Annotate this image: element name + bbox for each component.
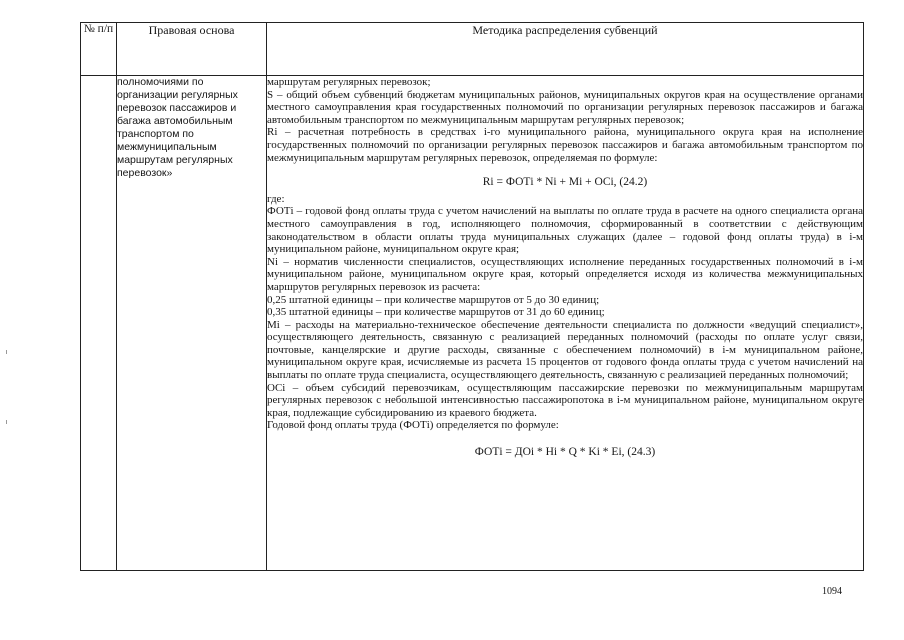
method-paragraph: маршрутам регулярных перевозок;: [267, 76, 431, 88]
header-method: [267, 23, 864, 76]
scan-mark: [6, 350, 7, 354]
header-legal-basis: [117, 23, 267, 76]
definition-ni: Ni – норматив численности специалистов, осуществляющих исполнение переданных государственных полномочий в i-м муниципальном районе, муниципальном округе края, который определяется исходя из количества межмуниципальных маршрутов регулярных перевозок из расчета:: [267, 255, 863, 293]
header-number: [81, 23, 117, 76]
subvention-table: [80, 22, 864, 571]
header-number-label: № п/п: [83, 23, 114, 35]
cell-method: [267, 76, 864, 571]
cell-legal-basis: [117, 76, 267, 571]
method-paragraph: Ri – расчетная потребность в средствах i-го муниципального района, муниципального округа края на исполнение государственных полномочий по организации регулярных перевозок пассажиров и багажа автомобильным транспортом по межмуниципальным маршрутам регулярных перевозок, определяемая по формуле:: [267, 126, 863, 164]
table-row: [81, 76, 864, 571]
definition-fot-intro: Годовой фонд оплаты труда (ФОТi) определяется по формуле:: [267, 419, 559, 432]
formula-24-2: Ri = ФОТi * Ni + Mi + OCi, (24.2): [482, 176, 648, 189]
definition-mi: Mi – расходы на материально-техническое обеспечение деятельности специалиста по должности «ведущий специалист», осуществляющего деятельность, связанную с реализацией переданных полномочий (расходы по оплате услуг связи, почтовые, канцелярские и другие расходы, связанные с обеспечением полномочий) в i-м муниципальном районе, муниципальном округе края, исчисляемые из расчета 15 процентов от годового фонда оплаты труда с учетом начислений на выплаты по оплате труда специалиста, осуществляющего деятельность, связанную с реализацией переданных полномочий;: [267, 318, 863, 382]
definition-rate-2: 0,35 штатной единицы – при количестве маршрутов от 31 до 60 единиц;: [267, 306, 605, 319]
cell-number: [81, 76, 117, 571]
scan-mark: [6, 420, 7, 424]
definition-oci: OCi – объем субсидий перевозчикам, осуществляющим пассажирские перевозки по межмуниципальным маршрутам регулярных перевозок с небольшой интенсивностью пассажиропотока в i-м муниципальном районе, муниципальном округе края, подлежащие субсидированию из краевого бюджета.: [267, 381, 863, 419]
definition-rate-1: 0,25 штатной единицы – при количестве маршрутов от 5 до 30 единиц;: [267, 293, 600, 306]
definition-fot: ФОТi – годовой фонд оплаты труда с учетом начислений на выплаты по оплате труда в расчете на одного специалиста органа местного самоуправления в год, исполняющего полномочия, сформированный в соответствии с действующим законодательством в области оплаты труда муниципальных служащих (далее – годовой фонд оплаты труда) в i-м муниципальном районе, муниципальном округе края;: [267, 205, 863, 256]
table-header-row: [81, 23, 864, 76]
header-method-label: Методика распределения субвенций: [472, 23, 658, 37]
formula-24-3: ФОТi = ДОi * Hi * Q * Ki * Ei, (24.3): [474, 446, 656, 459]
method-paragraph: S – общий объем субвенций бюджетам муниципальных районов, муниципальных округов края на осуществление органами местного самоуправления края государственных полномочий по организации регулярных перевозок пассажиров и багажа автомобильным транспортом по межмуниципальным маршрутам регулярных перевозок;: [267, 88, 863, 126]
legal-basis-text: полномочиями по организации регулярных перевозок пассажиров и багажа автомобильным транспортом по межмуниципальным маршрутам регулярных перевозок»: [117, 76, 238, 179]
page-number: 1094: [822, 586, 842, 597]
where-label: где:: [267, 192, 285, 205]
header-legal-basis-label: Правовая основа: [148, 23, 235, 37]
